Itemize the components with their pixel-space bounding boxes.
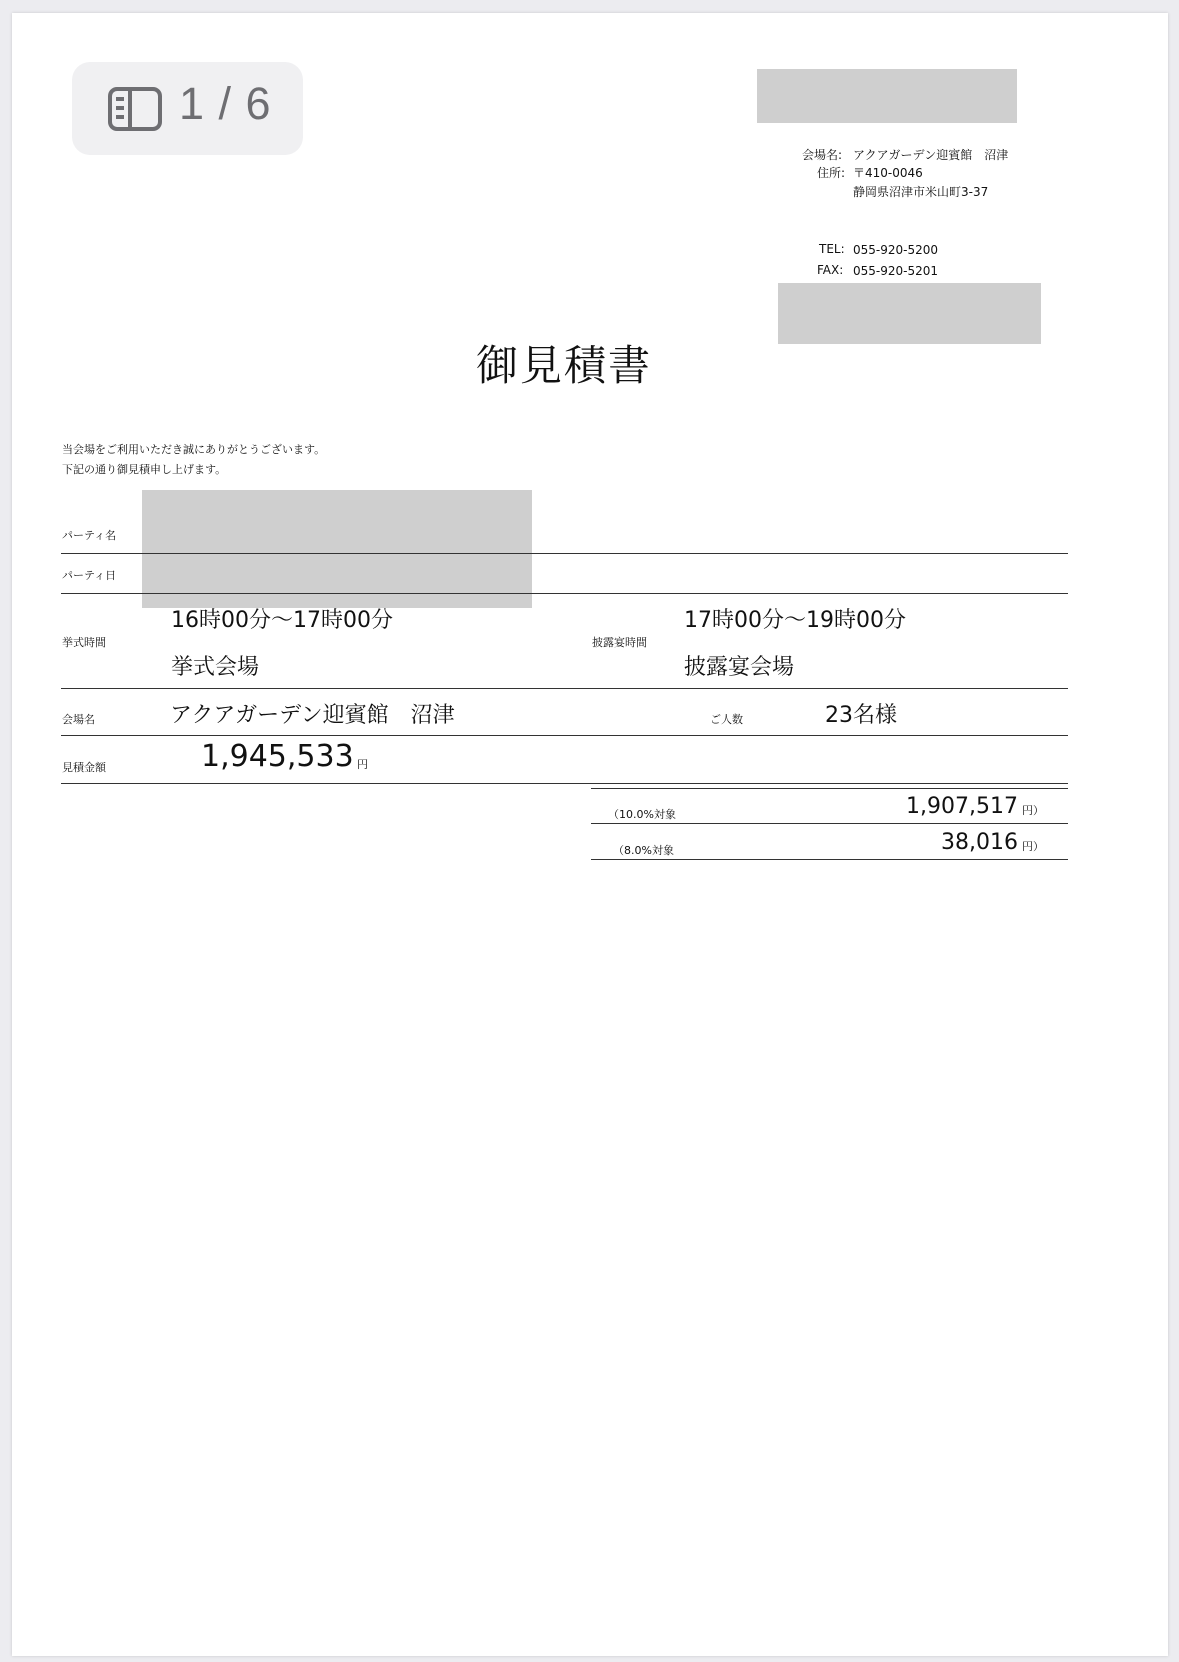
divider [61, 553, 1068, 554]
fax-number: 055-920-5201 [853, 264, 939, 278]
tax-10-unit: 円） [1022, 804, 1044, 817]
tel-number: 055-920-5200 [853, 243, 939, 257]
divider [61, 688, 1068, 689]
divider [591, 823, 1068, 824]
divider [61, 735, 1068, 736]
venue-name-label: 会場名: [802, 148, 843, 162]
party-name-label: パーティ名 [62, 529, 117, 542]
sidebar-icon [108, 87, 162, 131]
divider [61, 783, 1068, 784]
tax-8-label: （8.0%対象 [613, 844, 674, 857]
ceremony-time-label: 挙式時間 [62, 636, 106, 649]
amount-label: 見積金額 [62, 761, 106, 774]
amount-value: 1,945,533 [201, 739, 354, 774]
guests-label: ご人数 [710, 713, 743, 726]
tax-8-unit: 円） [1022, 840, 1044, 853]
fax-label: FAX: [817, 263, 844, 277]
venue-value: アクアガーデン迎賓館 沼津 [170, 703, 455, 728]
reception-time: 17時00分～19時00分 [684, 608, 906, 633]
tax-8-value: 38,016 [941, 830, 1018, 855]
document-page [12, 13, 1168, 1656]
redacted-party-info [142, 490, 532, 608]
reception-venue: 披露宴会場 [684, 655, 795, 680]
party-date-label: パーティ日 [62, 569, 117, 582]
document-title: 御見積書 [476, 341, 653, 390]
guests-value: 23名様 [825, 703, 897, 728]
ceremony-time: 16時00分～17時00分 [171, 608, 393, 633]
venue-name: アクアガーデン迎賓館 沼津 [853, 148, 1009, 162]
tel-label: TEL: [819, 242, 845, 256]
venue-label: 会場名 [62, 713, 95, 726]
greeting-line-2: 下記の通り御見積申し上げます。 [62, 463, 227, 476]
tax-10-value: 1,907,517 [906, 794, 1018, 819]
reception-time-label: 披露宴時間 [592, 636, 647, 649]
amount-unit: 円 [357, 758, 368, 771]
postal-code: 〒410-0046 [853, 166, 923, 180]
address-label: 住所: [817, 166, 846, 180]
divider [61, 593, 1068, 594]
ceremony-venue: 挙式会場 [171, 655, 260, 680]
page-counter[interactable] [72, 62, 303, 155]
address: 静岡県沼津市米山町3-37 [853, 185, 989, 199]
divider [591, 859, 1068, 860]
redacted-logo [757, 69, 1017, 123]
page-counter-text: 1 / 6 [179, 78, 272, 129]
redacted-stamp [778, 283, 1041, 344]
divider [591, 788, 1068, 789]
greeting-line-1: 当会場をご利用いただき誠にありがとうございます。 [62, 443, 326, 456]
tax-10-label: （10.0%対象 [608, 808, 676, 821]
